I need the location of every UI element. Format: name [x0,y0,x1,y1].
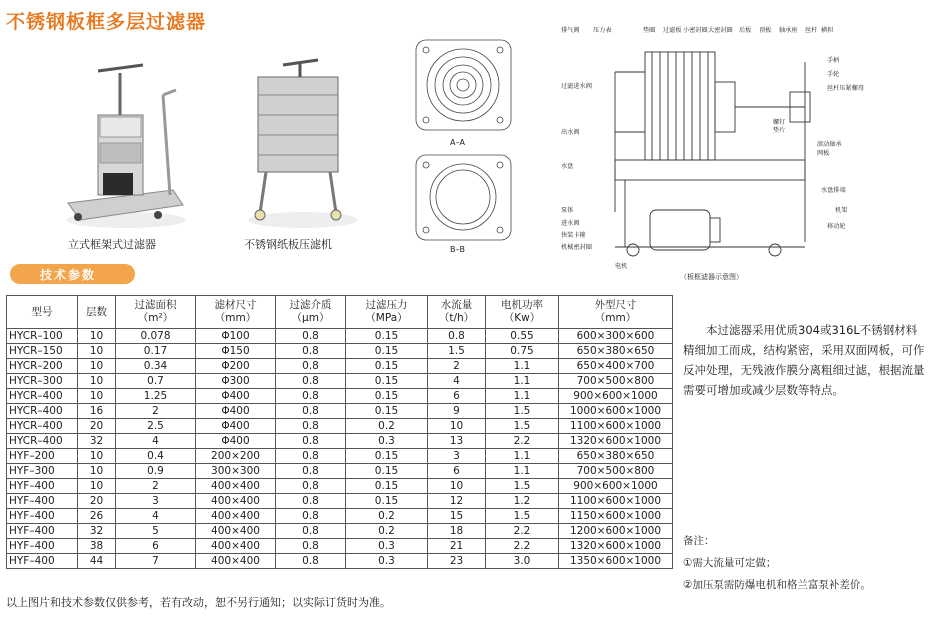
table-cell: 0.8 [276,524,346,539]
table-cell: 0.8 [276,359,346,374]
column-header-unit: （Kw） [503,312,541,324]
table-cell: 0.3 [346,554,428,569]
table-cell: 700×500×800 [559,464,673,479]
table-cell: 20 [78,419,116,434]
schematic-caption: （板框滤器示意图） [680,273,743,281]
label-rear-plate: 后板 [739,27,752,34]
table-cell: HYCR–200 [7,359,78,374]
table-cell: 3 [116,494,196,509]
table-cell: 0.8 [276,449,346,464]
table-cell: 32 [78,524,116,539]
table-cell: 6 [116,539,196,554]
table-cell: 2.2 [486,434,559,449]
table-row [7,434,673,449]
column-header-label: 层数 [86,305,107,318]
table-cell: 1200×600×1000 [559,524,673,539]
table-row [7,509,673,524]
table-cell: 10 [78,329,116,344]
table-cell: 0.8 [276,494,346,509]
table-cell: 0.15 [346,494,428,509]
table-cell: 0.8 [276,464,346,479]
column-header [116,296,196,329]
table-cell: 10 [428,419,486,434]
table-cell: 600×300×600 [559,329,673,344]
table-cell: 6 [428,464,486,479]
table-cell: 23 [428,554,486,569]
table-cell: 13 [428,434,486,449]
table-cell: 44 [78,554,116,569]
label-pad-plate: 垫圈 [643,27,656,34]
table-cell: 10 [428,479,486,494]
table-cell: HYF–400 [7,524,78,539]
table-cell: 1000×600×1000 [559,404,673,419]
table-cell: Φ400 [196,434,276,449]
table-cell: HYCR–400 [7,404,78,419]
table-cell: HYF–400 [7,494,78,509]
label-handwheel: 手轮 [827,71,840,78]
table-cell: 1320×600×1000 [559,434,673,449]
column-header-unit: （MPa） [365,312,408,324]
table-cell: Φ100 [196,329,276,344]
table-row [7,359,673,374]
table-cell: 3.0 [486,554,559,569]
table-cell: 0.8 [276,389,346,404]
column-header-unit: （mm） [214,312,257,324]
label-large-seal: 大密封圈 [708,27,733,34]
table-cell: 1.5 [428,344,486,359]
table-row [7,554,673,569]
label-screw-nut: 丝杆压紧螺母 [827,85,865,92]
table-cell: HYCR–100 [7,329,78,344]
column-header-label: 型号 [31,305,53,318]
table-cell: 1.2 [486,494,559,509]
table-cell: 0.8 [276,419,346,434]
label-small-seal: 小密封圈 [683,27,708,34]
plate-filter-press-photo [238,55,358,230]
table-cell: 700×500×800 [559,374,673,389]
table-cell: 1350×600×1000 [559,554,673,569]
label-frame: 机架 [835,207,848,214]
column-header-label: 过滤面积 [134,299,177,311]
table-cell: 1.1 [486,464,559,479]
table-cell: 0.4 [116,449,196,464]
table-cell: HYF–400 [7,554,78,569]
table-cell: 1150×600×1000 [559,509,673,524]
table-cell: 4 [428,374,486,389]
column-header [428,296,486,329]
table-cell: 1.5 [486,479,559,494]
label-screw-bolt: 螺钉 [773,119,786,126]
table-cell: 0.8 [276,434,346,449]
label-roller-bearing: 滚动轴承 [817,141,842,148]
table-cell: 0.7 [116,374,196,389]
table-cell: 3 [428,449,486,464]
table-cell: 0.15 [346,344,428,359]
column-header-unit: （μm） [291,312,330,324]
table-row [7,524,673,539]
column-header-label: 外型尺寸 [594,299,637,311]
table-cell: Φ400 [196,404,276,419]
column-header-unit: （m²） [137,312,174,324]
table-cell: 400×400 [196,539,276,554]
table-cell: 10 [78,344,116,359]
table-cell: 0.15 [346,479,428,494]
vertical-filter-photo [58,55,188,230]
table-cell: HYF–400 [7,509,78,524]
column-header [559,296,673,329]
table-cell: 1.25 [116,389,196,404]
plate-section-drawing [404,30,529,255]
table-cell: 38 [78,539,116,554]
table-row [7,479,673,494]
label-quick-clamp: 快装卡箍 [561,232,586,239]
column-header [276,296,346,329]
column-header [78,296,116,329]
table-cell: 300×300 [196,464,276,479]
table-cell: HYCR–150 [7,344,78,359]
column-header-label: 水流量 [440,299,473,311]
table-cell: 2 [116,404,196,419]
table-cell: 21 [428,539,486,554]
table-cell: 10 [78,359,116,374]
table-cell: 0.15 [346,404,428,419]
table-cell: 0.8 [276,539,346,554]
table-cell: 650×380×650 [559,449,673,464]
disclaimer: 以上图片和技术参数仅供参考，若有改动，恕不另行通知；以实际订货时为准。 [6,596,391,609]
label-inlet-valve: 过滤进水阀 [561,83,592,90]
table-cell: 0.8 [428,329,486,344]
spec-table-header [7,296,673,329]
table-cell: 9 [428,404,486,419]
table-cell: 0.15 [346,329,428,344]
vertical-filter-caption: 立式框架式过滤器 [68,238,156,251]
table-cell: 2 [116,479,196,494]
table-cell: Φ400 [196,389,276,404]
table-cell: 10 [78,479,116,494]
table-cell: 0.55 [486,329,559,344]
table-cell: 1.5 [486,419,559,434]
page-title: 不锈钢板框多层过滤器 [6,11,207,33]
column-header [486,296,559,329]
table-cell: 1100×600×1000 [559,494,673,509]
label-water-tray: 水盘 [561,163,574,170]
column-header-label: 过滤压力 [365,299,408,311]
table-cell: 2.2 [486,539,559,554]
table-cell: HYF–300 [7,464,78,479]
description: 本过滤器采用优质304或316L不锈钢材料精细加工而成，结构紧密，采用双面网板，可作反冲处理，无残液作膜分离粗细过滤，根据流量需要可增加或减少层数等特点。 [683,323,925,397]
table-cell: 0.8 [276,509,346,524]
column-header-label: 过滤介质 [289,299,332,311]
table-cell: 6 [428,389,486,404]
table-row [7,449,673,464]
label-mech-seal: 机械密封圈 [561,244,592,251]
table-cell: 0.2 [346,419,428,434]
table-cell: 32 [78,434,116,449]
table-cell: HYCR–400 [7,389,78,404]
table-cell: 900×600×1000 [559,389,673,404]
table-cell: 1100×600×1000 [559,419,673,434]
table-cell: 0.3 [346,434,428,449]
label-tray-drain: 水盘排端 [821,187,846,194]
section-label-aa: A–A [450,138,465,147]
table-cell: 0.9 [116,464,196,479]
table-cell: 0.2 [346,509,428,524]
label-gasket: 垫片 [773,127,786,134]
table-cell: Φ400 [196,419,276,434]
label-handle: 手柄 [827,57,840,64]
label-mesh-plate: 网板 [817,150,830,157]
table-cell: 400×400 [196,554,276,569]
column-header [196,296,276,329]
table-cell: 1320×600×1000 [559,539,673,554]
table-cell: 0.34 [116,359,196,374]
column-header [7,296,78,329]
column-header-unit: （mm） [594,312,637,324]
label-top-plate: 顶板 [759,27,772,34]
table-cell: 20 [78,494,116,509]
table-cell: 650×400×700 [559,359,673,374]
table-cell: 15 [428,509,486,524]
plate-filter-press-caption: 不锈钢纸板压滤机 [244,238,332,251]
table-cell: 0.8 [276,554,346,569]
label-vent-valve: 排气阀 [561,27,580,34]
notes-label: 备注： [683,535,715,547]
table-cell: 10 [78,374,116,389]
table-cell: 400×400 [196,509,276,524]
table-cell: 0.15 [346,374,428,389]
table-row [7,419,673,434]
table-cell: 1.5 [486,404,559,419]
table-cell: 4 [116,509,196,524]
table-cell: 4 [116,434,196,449]
label-pump-body: 泵体 [561,207,574,214]
table-cell: 0.15 [346,464,428,479]
table-cell: 7 [116,554,196,569]
table-cell: 0.75 [486,344,559,359]
table-cell: 0.8 [276,404,346,419]
table-cell: 0.8 [276,374,346,389]
table-cell: 10 [78,449,116,464]
table-cell: 18 [428,524,486,539]
table-cell: 2.2 [486,524,559,539]
table-cell: 0.2 [346,524,428,539]
table-cell: 0.3 [346,539,428,554]
table-cell: 0.15 [346,449,428,464]
filter-schematic [555,22,890,284]
table-cell: 5 [116,524,196,539]
table-cell: 10 [78,389,116,404]
table-cell: 1.1 [486,389,559,404]
table-cell: 0.078 [116,329,196,344]
table-cell: 2 [428,359,486,374]
table-cell: 0.8 [276,344,346,359]
table-row [7,464,673,479]
table-row [7,494,673,509]
table-cell: 12 [428,494,486,509]
table-cell: 900×600×1000 [559,479,673,494]
notes [683,530,871,596]
label-outlet-valve: 出水阀 [561,129,580,136]
note-item: ①需大流量可定做； [683,557,777,569]
table-cell: 400×400 [196,494,276,509]
table-cell: HYF–200 [7,449,78,464]
column-header-label: 滤材尺寸 [214,299,257,311]
column-header-label: 电机功率 [501,299,543,311]
table-cell: HYCR–400 [7,419,78,434]
section-label-bb: B–B [450,245,465,254]
table-row [7,539,673,554]
table-cell: HYCR–400 [7,434,78,449]
table-cell: Φ150 [196,344,276,359]
table-cell: Φ300 [196,374,276,389]
table-cell: 200×200 [196,449,276,464]
table-cell: 0.15 [346,389,428,404]
table-cell: 0.8 [276,479,346,494]
label-pressure-gauge: 压力表 [593,27,612,34]
note-item: ②加压泵需防爆电机和格兰富泵补差价。 [683,579,871,591]
table-cell: HYF–400 [7,539,78,554]
table-cell: 2.5 [116,419,196,434]
table-cell: HYCR–300 [7,374,78,389]
table-row [7,374,673,389]
table-row [7,329,673,344]
table-cell: Φ200 [196,359,276,374]
table-cell: 650×380×650 [559,344,673,359]
table-row [7,389,673,404]
table-cell: 1.1 [486,449,559,464]
tech-params-badge: 技术参数 [10,264,135,284]
column-header [346,296,428,329]
table-cell: 0.8 [276,329,346,344]
table-cell: 1.1 [486,359,559,374]
spec-table-body [7,329,673,569]
label-motor: 电机 [615,263,628,270]
spec-table [6,295,673,569]
table-cell: 400×400 [196,479,276,494]
table-cell: 0.15 [346,359,428,374]
table-cell: 400×400 [196,524,276,539]
table-cell: 1.1 [486,374,559,389]
table-cell: 0.17 [116,344,196,359]
label-caster: 移动轮 [827,223,846,230]
table-cell: 1.5 [486,509,559,524]
table-row [7,344,673,359]
column-header-unit: （t/h） [438,312,475,324]
label-bearing-seat: 轴承座 [779,27,798,34]
label-filter-plate: 过滤板 [663,27,682,34]
label-cross-beam: 横担 [821,27,834,34]
table-cell: 10 [78,464,116,479]
label-screw-rod: 丝杆 [805,27,818,34]
table-cell: HYF–400 [7,479,78,494]
label-inlet-valve-2: 进水阀 [561,220,580,227]
table-cell: 26 [78,509,116,524]
table-row [7,404,673,419]
table-cell: 16 [78,404,116,419]
